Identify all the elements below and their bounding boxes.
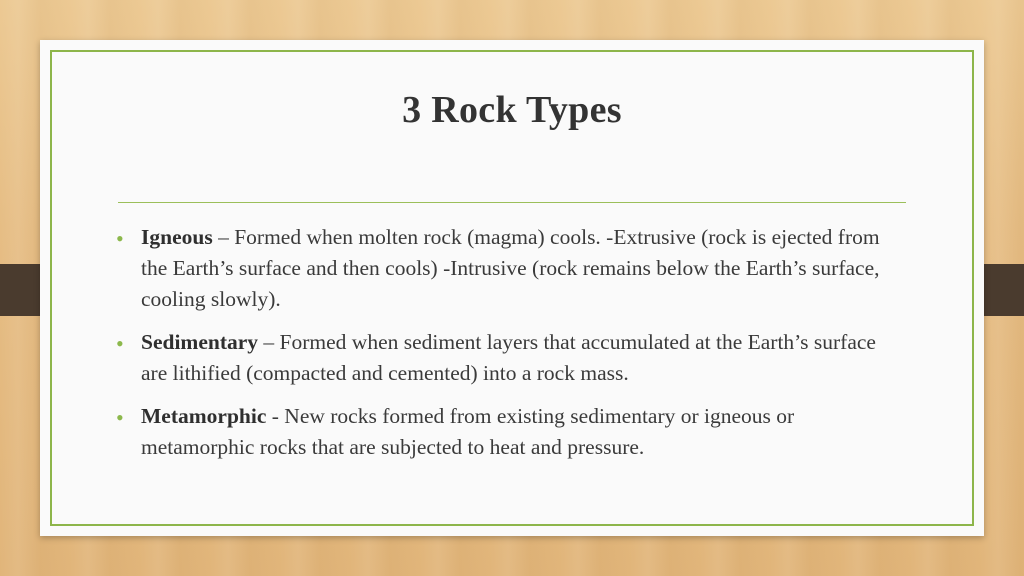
definition-metamorphic: - New rocks formed from existing sedimentary or igneous or metamorphic rocks that are subjected to heat and pressure. bbox=[141, 404, 795, 459]
term-sedimentary: Sedimentary bbox=[141, 330, 259, 354]
bullet-dot-icon: • bbox=[116, 331, 124, 356]
definition-sedimentary: – Formed when sediment layers that accumulated at the Earth’s surface are lithified (compacted and cemented) into a rock mass. bbox=[141, 330, 876, 385]
bullet-item-metamorphic bbox=[116, 401, 886, 463]
term-metamorphic: Metamorphic bbox=[141, 404, 267, 428]
slide-title: 3 Rock Types bbox=[402, 89, 622, 131]
title-divider bbox=[118, 202, 906, 203]
bullet-item-sedimentary bbox=[116, 327, 886, 389]
bullet-item-igneous bbox=[116, 222, 886, 315]
bullet-dot-icon: • bbox=[116, 405, 124, 430]
bullet-list bbox=[116, 222, 886, 475]
definition-igneous: – Formed when molten rock (magma) cools. -Extrusive (rock is ejected from the Earth’s surface and then cools) -Intrusive (rock remains below the Earth’s surface, cooling slowly). bbox=[141, 225, 880, 311]
bullet-dot-icon: • bbox=[116, 226, 124, 251]
slide-card bbox=[40, 40, 984, 536]
term-igneous: Igneous bbox=[141, 225, 213, 249]
